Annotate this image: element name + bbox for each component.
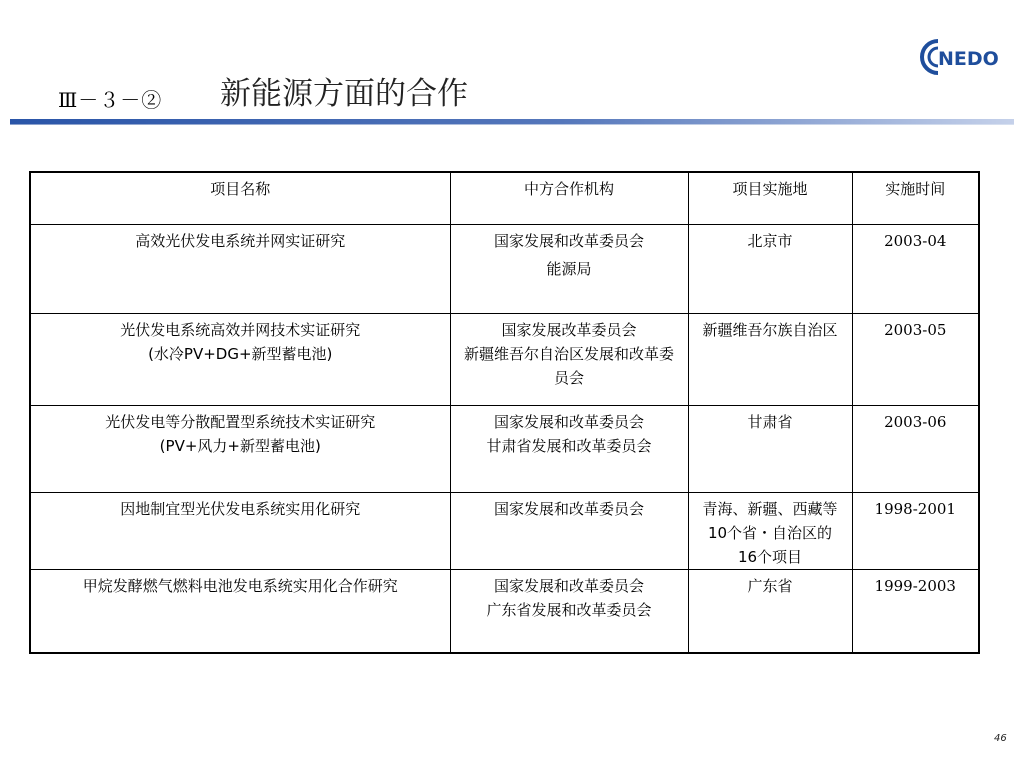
cell-date: 2003-04 [852,224,979,313]
section-number: Ⅲ－３－② [58,88,163,112]
cooperation-projects-table [29,171,980,654]
cell-project-name: 甲烷发酵燃气燃料电池发电系统实用化合作研究 [30,569,450,653]
cell-location: 新疆维吾尔族自治区 [688,313,852,405]
table-row [30,224,979,313]
cell-project-name: 因地制宜型光伏发电系统实用化研究 [30,492,450,569]
cell-location: 广东省 [688,569,852,653]
page-number: 46 [994,733,1007,744]
cell-date: 2003-06 [852,405,979,492]
slide-header [0,0,1024,130]
cell-location: 北京市 [688,224,852,313]
column-header-partner: 中方合作机构 [450,172,688,224]
cell-location: 青海、新疆、西藏等10个省・自治区的16个项目 [688,492,852,569]
slide-title: 新能源方面的合作 [220,76,468,112]
column-header-project-name: 项目名称 [30,172,450,224]
cell-partner: 国家发展和改革委员会 能源局 [450,224,688,313]
nedo-logo [918,34,1008,78]
header-divider-shadow [10,124,1014,125]
cell-project-name: 高效光伏发电系统并网实证研究 [30,224,450,313]
cell-project-name: 光伏发电等分散配置型系统技术实证研究 (PV+风力+新型蓄电池) [30,405,450,492]
cell-partner: 国家发展和改革委员会 [450,492,688,569]
table-row [30,492,979,569]
column-header-date: 实施时间 [852,172,979,224]
cell-date: 1999-2003 [852,569,979,653]
table-row [30,569,979,653]
cell-project-name: 光伏发电系统高效并网技术实证研究 (水冷PV+DG+新型蓄电池) [30,313,450,405]
cell-location: 甘肃省 [688,405,852,492]
cell-partner: 国家发展和改革委员会 广东省发展和改革委员会 [450,569,688,653]
cell-partner: 国家发展和改革委员会 甘肃省发展和改革委员会 [450,405,688,492]
cell-date: 1998-2001 [852,492,979,569]
cell-partner: 国家发展改革委员会 新疆维吾尔自治区发展和改革委员会 [450,313,688,405]
logo-swoosh-inner [929,48,938,66]
column-header-location: 项目实施地 [688,172,852,224]
table-row [30,313,979,405]
table-header-row [30,172,979,224]
cell-date: 2003-05 [852,313,979,405]
logo-text: NEDO [938,48,999,70]
table-row [30,405,979,492]
